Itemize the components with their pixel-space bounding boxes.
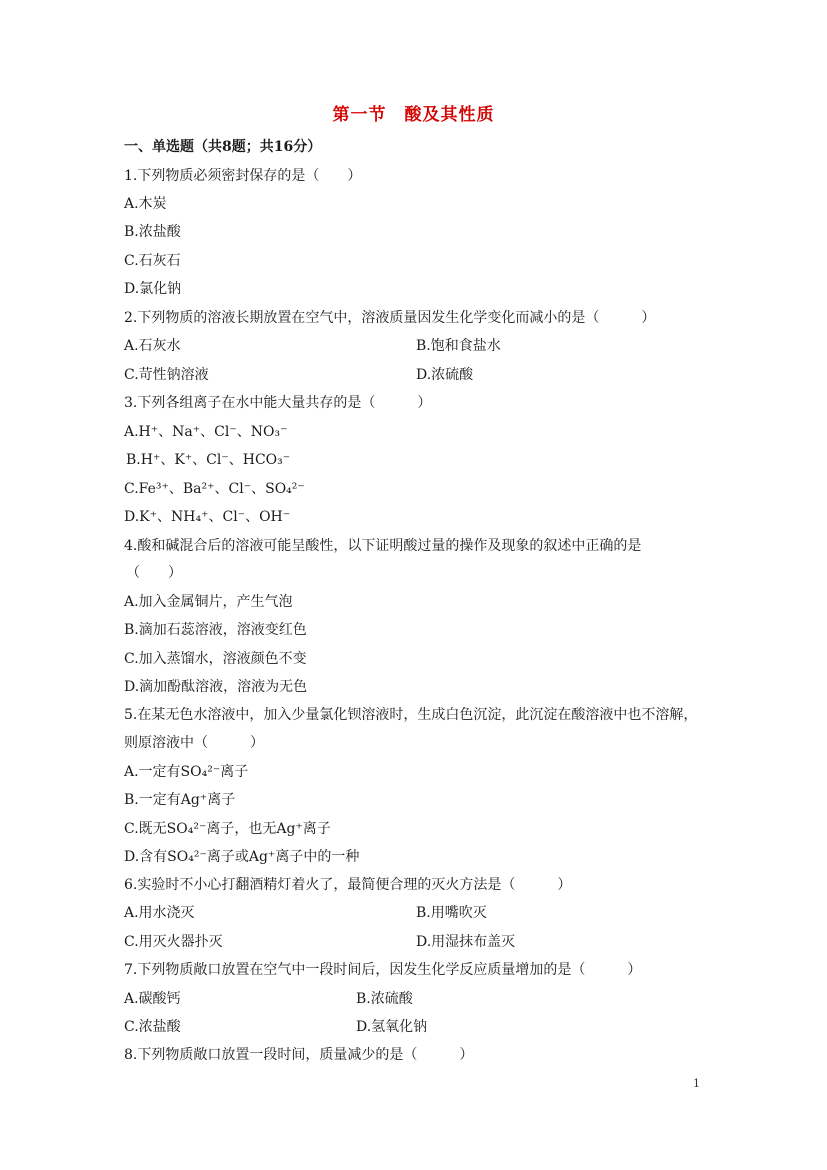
question-7-option-b: B.浓硫酸 [356, 991, 413, 1007]
page-number: 1 [693, 1077, 700, 1090]
question-1-option-b: B.浓盐酸 [124, 224, 181, 240]
question-5-option-c: C.既无SO₄²⁻离子，也无Ag⁺离子 [124, 821, 331, 837]
question-6-option-c: C.用灭火器扑灭 [124, 934, 223, 950]
page-title: 第一节 酸及其性质 [332, 105, 495, 125]
question-4-option-d: D.滴加酚酞溶液，溶液为无色 [124, 679, 308, 695]
question-7-option-d: D.氢氧化钠 [356, 1019, 428, 1035]
question-4-option-b: B.滴加石蕊溶液，溶液变红色 [124, 622, 307, 638]
question-7-option-a: A.碳酸钙 [124, 991, 181, 1007]
question-6-option-b: B.用嘴吹灭 [416, 905, 487, 921]
question-6-stem: 6.实验时不小心打翻酒精灯着火了，最简便合理的灭火方法是（ ） [124, 877, 572, 893]
question-3-option-c: C.Fe³⁺、Ba²⁺、Cl⁻、SO₄²⁻ [124, 481, 305, 497]
question-5-option-d: D.含有SO₄²⁻离子或Ag⁺离子中的一种 [124, 849, 360, 865]
question-3-option-d: D.K⁺、NH₄⁺、Cl⁻、OH⁻ [124, 509, 291, 525]
question-4-stem: 4.酸和碱混合后的溶液可能呈酸性，以下证明酸过量的操作及现象的叙述中正确的是 [124, 538, 642, 554]
question-7-option-c: C.浓盐酸 [124, 1019, 181, 1035]
question-3-stem: 3.下列各组离子在水中能大量共存的是（ ） [124, 395, 432, 411]
question-5-option-b: B.一定有Ag⁺离子 [124, 792, 236, 808]
question-2-option-d: D.浓硫酸 [416, 367, 474, 383]
question-7-stem: 7.下列物质敞口放置在空气中一段时间后，因发生化学反应质量增加的是（ ） [124, 962, 642, 978]
question-1-option-d: D.氯化钠 [124, 281, 182, 297]
question-1-stem: 1.下列物质必须密封保存的是（ ） [124, 168, 362, 184]
question-2-option-c: C.苛性钠溶液 [124, 367, 209, 383]
question-1-option-a: A.木炭 [124, 196, 167, 212]
question-6-option-d: D.用湿抹布盖灭 [416, 934, 516, 950]
question-1-option-c: C.石灰石 [124, 253, 181, 269]
section-heading: 一、单选题（共8题；共16分） [124, 139, 322, 155]
question-5-stem-cont: 则原溶液中（ ） [124, 735, 264, 751]
question-4-option-c: C.加入蒸馏水，溶液颜色不变 [124, 651, 307, 667]
question-3-option-a: A.H⁺、Na⁺、Cl⁻、NO₃⁻ [124, 424, 288, 440]
question-2-stem: 2.下列物质的溶液长期放置在空气中，溶液质量因发生化学变化而减小的是（ ） [124, 310, 656, 326]
question-2-option-a: A.石灰水 [124, 338, 181, 354]
question-4-option-a: A.加入金属铜片，产生气泡 [124, 594, 293, 610]
question-2-option-b: B.饱和食盐水 [416, 338, 501, 354]
question-5-option-a: A.一定有SO₄²⁻离子 [124, 764, 249, 780]
question-4-stem-cont: （ ） [126, 565, 182, 581]
question-6-option-a: A.用水浇灭 [124, 905, 195, 921]
question-3-option-b: B.H⁺、K⁺、Cl⁻、HCO₃⁻ [126, 452, 291, 468]
question-5-stem: 5.在某无色水溶液中，加入少量氯化钡溶液时，生成白色沉淀，此沉淀在酸溶液中也不溶解， [124, 707, 698, 723]
question-8-stem: 8.下列物质敞口放置一段时间，质量减少的是（ ） [124, 1047, 474, 1063]
